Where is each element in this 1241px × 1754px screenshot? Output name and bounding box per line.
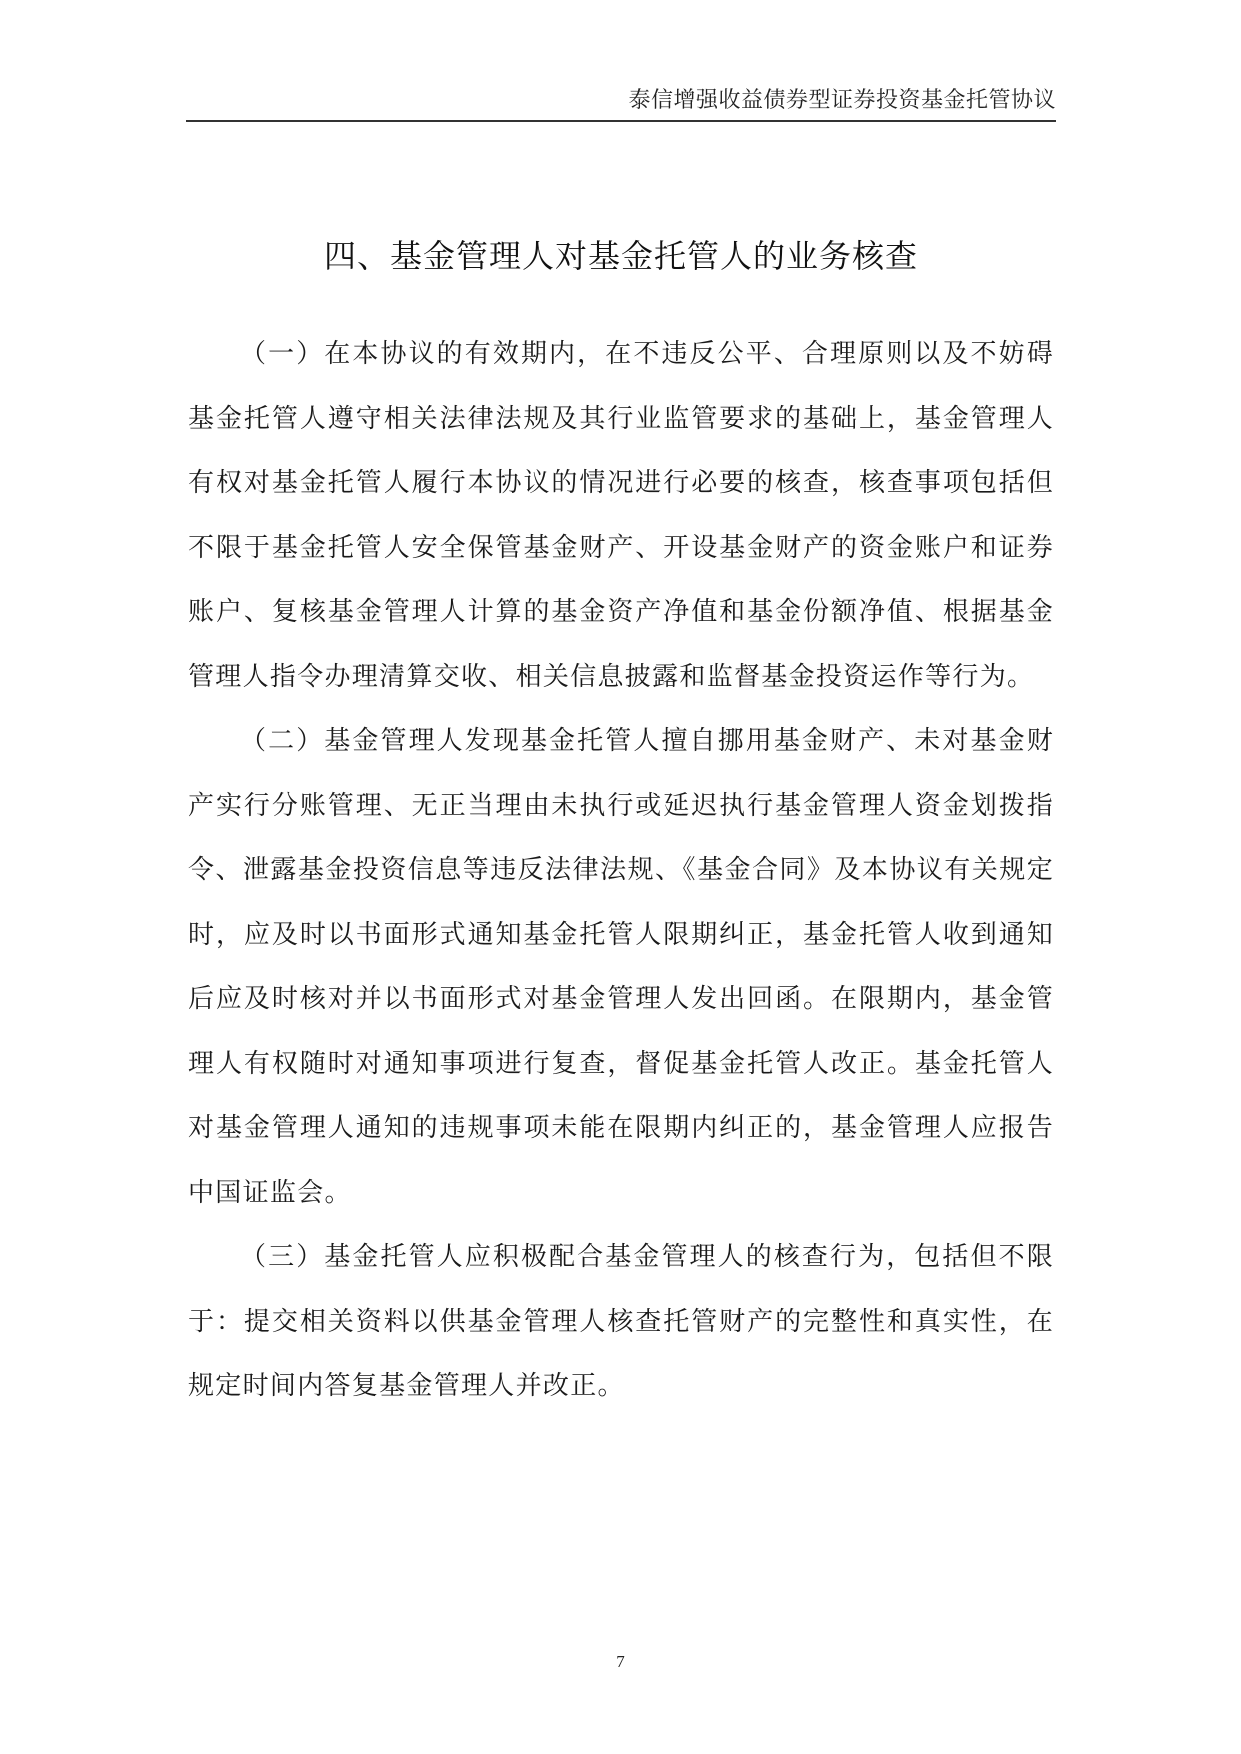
paragraph-2: （二）基金管理人发现基金托管人擅自挪用基金财产、未对基金财产实行分账管理、无正当理由未执行或延迟执行基金管理人资金划拨指令、泄露基金投资信息等违反法律法规、《基金合同》及本协议有关规定时，应及时以书面形式通知基金托管人限期纠正，基金托管人收到通知后应及时核对并以书面形式对基金管理人发出回函。在限期内，基金管理人有权随时对通知事项进行复查，督促基金托管人改正。基金托管人对基金管理人通知的违规事项未能在限期内纠正的，基金管理人应报告中国证监会。 bbox=[188, 726, 1054, 1208]
running-header: 泰信增强收益债券型证券投资基金托管协议 bbox=[628, 88, 1056, 113]
body-text bbox=[188, 322, 1054, 1419]
page-number: 7 bbox=[616, 1652, 625, 1671]
header-divider bbox=[186, 120, 1056, 122]
paragraph-1: （一）在本协议的有效期内，在不违反公平、合理原则以及不妨碍基金托管人遵守相关法律法规及其行业监管要求的基础上，基金管理人有权对基金托管人履行本协议的情况进行必要的核查，核查事项包括但不限于基金托管人安全保管基金财产、开设基金财产的资金账户和证券账户、复核基金管理人计算的基金资产净值和基金份额净值、根据基金管理人指令办理清算交收、相关信息披露和监督基金投资运作等行为。 bbox=[188, 339, 1054, 692]
paragraph-3: （三）基金托管人应积极配合基金管理人的核查行为，包括但不限于：提交相关资料以供基金管理人核查托管财产的完整性和真实性，在规定时间内答复基金管理人并改正。 bbox=[188, 1242, 1054, 1401]
section-title: 四、基金管理人对基金托管人的业务核查 bbox=[323, 237, 918, 275]
